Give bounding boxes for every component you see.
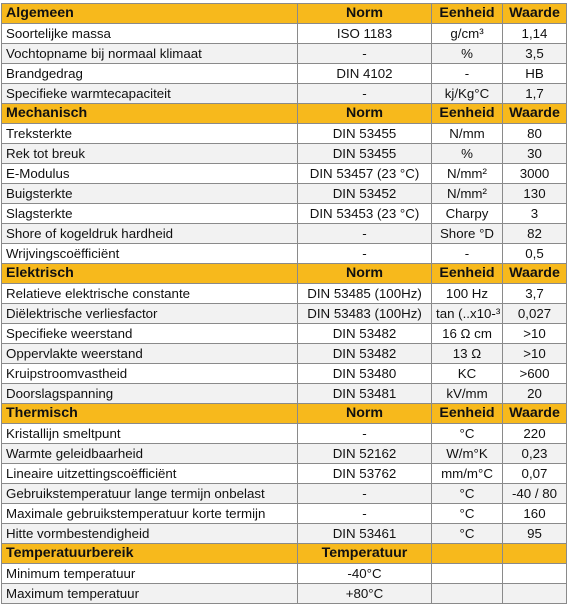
unit-cell: 13 Ω xyxy=(432,344,503,364)
table-row xyxy=(2,144,567,164)
norm-cell: DIN 53482 xyxy=(298,344,432,364)
value-cell: 82 xyxy=(503,224,567,244)
unit-cell xyxy=(432,584,503,604)
section-header-cell xyxy=(503,544,567,564)
property-cell: Gebruikstemperatuur lange termijn onbelast xyxy=(2,484,298,504)
unit-cell: 16 Ω cm xyxy=(432,324,503,344)
section-header-cell: Mechanisch xyxy=(2,104,298,124)
unit-cell: - xyxy=(432,64,503,84)
table-row xyxy=(2,464,567,484)
table-row xyxy=(2,64,567,84)
norm-cell: DIN 53457 (23 °C) xyxy=(298,164,432,184)
property-cell: Rek tot breuk xyxy=(2,144,298,164)
table-row xyxy=(2,24,567,44)
property-cell: Oppervlakte weerstand xyxy=(2,344,298,364)
value-cell: 3000 xyxy=(503,164,567,184)
table-row xyxy=(2,344,567,364)
norm-cell: DIN 52162 xyxy=(298,444,432,464)
section-header-cell: Elektrisch xyxy=(2,264,298,284)
value-cell: -40 / 80 xyxy=(503,484,567,504)
unit-cell: kj/Kg°C xyxy=(432,84,503,104)
unit-cell: Charpy xyxy=(432,204,503,224)
unit-cell: g/cm³ xyxy=(432,24,503,44)
property-cell: Brandgedrag xyxy=(2,64,298,84)
property-cell: Doorslagspanning xyxy=(2,384,298,404)
table-row xyxy=(2,304,567,324)
norm-cell: - xyxy=(298,424,432,444)
material-properties-table xyxy=(1,3,567,604)
norm-cell: DIN 53452 xyxy=(298,184,432,204)
unit-cell: kV/mm xyxy=(432,384,503,404)
section-header-row xyxy=(2,4,567,24)
property-cell: Diëlektrische verliesfactor xyxy=(2,304,298,324)
value-cell: HB xyxy=(503,64,567,84)
property-cell: Minimum temperatuur xyxy=(2,564,298,584)
table-row xyxy=(2,504,567,524)
property-cell: Lineaire uitzettingscoëfficiënt xyxy=(2,464,298,484)
table-row xyxy=(2,564,567,584)
table-body xyxy=(2,4,567,604)
table-row xyxy=(2,484,567,504)
unit-cell: 100 Hz xyxy=(432,284,503,304)
table-row xyxy=(2,124,567,144)
norm-cell: DIN 53461 xyxy=(298,524,432,544)
norm-cell: +80°C xyxy=(298,584,432,604)
value-cell: 130 xyxy=(503,184,567,204)
norm-cell: - xyxy=(298,224,432,244)
property-cell: Hitte vormbestendigheid xyxy=(2,524,298,544)
value-cell: 1,7 xyxy=(503,84,567,104)
unit-cell: °C xyxy=(432,524,503,544)
unit-cell xyxy=(432,564,503,584)
section-header-cell: Norm xyxy=(298,264,432,284)
section-header-cell: Eenheid xyxy=(432,404,503,424)
section-header-row xyxy=(2,404,567,424)
norm-cell: - xyxy=(298,484,432,504)
section-header-cell: Eenheid xyxy=(432,264,503,284)
value-cell: >600 xyxy=(503,364,567,384)
value-cell: >10 xyxy=(503,324,567,344)
section-header-cell: Norm xyxy=(298,4,432,24)
section-header-row xyxy=(2,544,567,564)
norm-cell: DIN 53481 xyxy=(298,384,432,404)
property-cell: Shore of kogeldruk hardheid xyxy=(2,224,298,244)
value-cell: 80 xyxy=(503,124,567,144)
unit-cell: KC xyxy=(432,364,503,384)
table-row xyxy=(2,384,567,404)
norm-cell: DIN 53480 xyxy=(298,364,432,384)
value-cell xyxy=(503,584,567,604)
value-cell: 160 xyxy=(503,504,567,524)
value-cell: 3,7 xyxy=(503,284,567,304)
table-row xyxy=(2,184,567,204)
property-cell: Specifieke weerstand xyxy=(2,324,298,344)
property-cell: Relatieve elektrische constante xyxy=(2,284,298,304)
property-cell: Kristallijn smeltpunt xyxy=(2,424,298,444)
value-cell: 30 xyxy=(503,144,567,164)
norm-cell: - xyxy=(298,244,432,264)
property-cell: Treksterkte xyxy=(2,124,298,144)
norm-cell: DIN 4102 xyxy=(298,64,432,84)
table-row xyxy=(2,444,567,464)
table-row xyxy=(2,584,567,604)
table-row xyxy=(2,44,567,64)
table-row xyxy=(2,164,567,184)
section-header-cell xyxy=(432,544,503,564)
property-cell: Kruipstroomvastheid xyxy=(2,364,298,384)
section-header-cell: Waarde xyxy=(503,404,567,424)
property-cell: Vochtopname bij normaal klimaat xyxy=(2,44,298,64)
unit-cell: N/mm² xyxy=(432,164,503,184)
property-cell: Wrijvingscoëfficiënt xyxy=(2,244,298,264)
value-cell: 0,07 xyxy=(503,464,567,484)
value-cell: 3,5 xyxy=(503,44,567,64)
value-cell: >10 xyxy=(503,344,567,364)
section-header-cell: Temperatuurbereik xyxy=(2,544,298,564)
section-header-cell: Eenheid xyxy=(432,4,503,24)
norm-cell: DIN 53453 (23 °C) xyxy=(298,204,432,224)
value-cell: 1,14 xyxy=(503,24,567,44)
unit-cell: °C xyxy=(432,424,503,444)
section-header-cell: Norm xyxy=(298,404,432,424)
section-header-cell: Waarde xyxy=(503,104,567,124)
section-header-cell: Waarde xyxy=(503,264,567,284)
section-header-cell: Temperatuur xyxy=(298,544,432,564)
unit-cell: °C xyxy=(432,504,503,524)
norm-cell: DIN 53482 xyxy=(298,324,432,344)
section-header-cell: Norm xyxy=(298,104,432,124)
table-row xyxy=(2,284,567,304)
value-cell: 95 xyxy=(503,524,567,544)
norm-cell: - xyxy=(298,84,432,104)
unit-cell: tan (..x10-³ xyxy=(432,304,503,324)
norm-cell: DIN 53483 (100Hz) xyxy=(298,304,432,324)
table-row xyxy=(2,524,567,544)
norm-cell: DIN 53485 (100Hz) xyxy=(298,284,432,304)
unit-cell: N/mm² xyxy=(432,184,503,204)
property-cell: Slagsterkte xyxy=(2,204,298,224)
unit-cell: - xyxy=(432,244,503,264)
value-cell: 0,5 xyxy=(503,244,567,264)
value-cell: 3 xyxy=(503,204,567,224)
property-cell: Buigsterkte xyxy=(2,184,298,204)
section-header-cell: Eenheid xyxy=(432,104,503,124)
section-header-cell: Algemeen xyxy=(2,4,298,24)
section-header-row xyxy=(2,104,567,124)
unit-cell: Shore °D xyxy=(432,224,503,244)
value-cell: 220 xyxy=(503,424,567,444)
property-cell: Warmte geleidbaarheid xyxy=(2,444,298,464)
norm-cell: ISO 1183 xyxy=(298,24,432,44)
norm-cell: DIN 53455 xyxy=(298,124,432,144)
table-row xyxy=(2,204,567,224)
table-row xyxy=(2,224,567,244)
value-cell: 20 xyxy=(503,384,567,404)
value-cell: 0,027 xyxy=(503,304,567,324)
norm-cell: - xyxy=(298,44,432,64)
table-row xyxy=(2,364,567,384)
section-header-cell: Waarde xyxy=(503,4,567,24)
table-row xyxy=(2,84,567,104)
unit-cell: N/mm xyxy=(432,124,503,144)
property-cell: E-Modulus xyxy=(2,164,298,184)
property-cell: Soortelijke massa xyxy=(2,24,298,44)
value-cell: 0,23 xyxy=(503,444,567,464)
table-row xyxy=(2,324,567,344)
norm-cell: DIN 53762 xyxy=(298,464,432,484)
unit-cell: W/m°K xyxy=(432,444,503,464)
section-header-cell: Thermisch xyxy=(2,404,298,424)
table-row xyxy=(2,244,567,264)
property-cell: Maximale gebruikstemperatuur korte termijn xyxy=(2,504,298,524)
property-cell: Maximum temperatuur xyxy=(2,584,298,604)
unit-cell: mm/m°C xyxy=(432,464,503,484)
unit-cell: % xyxy=(432,144,503,164)
unit-cell: % xyxy=(432,44,503,64)
property-cell: Specifieke warmtecapaciteit xyxy=(2,84,298,104)
unit-cell: °C xyxy=(432,484,503,504)
section-header-row xyxy=(2,264,567,284)
norm-cell: - xyxy=(298,504,432,524)
norm-cell: -40°C xyxy=(298,564,432,584)
value-cell xyxy=(503,564,567,584)
table-row xyxy=(2,424,567,444)
norm-cell: DIN 53455 xyxy=(298,144,432,164)
